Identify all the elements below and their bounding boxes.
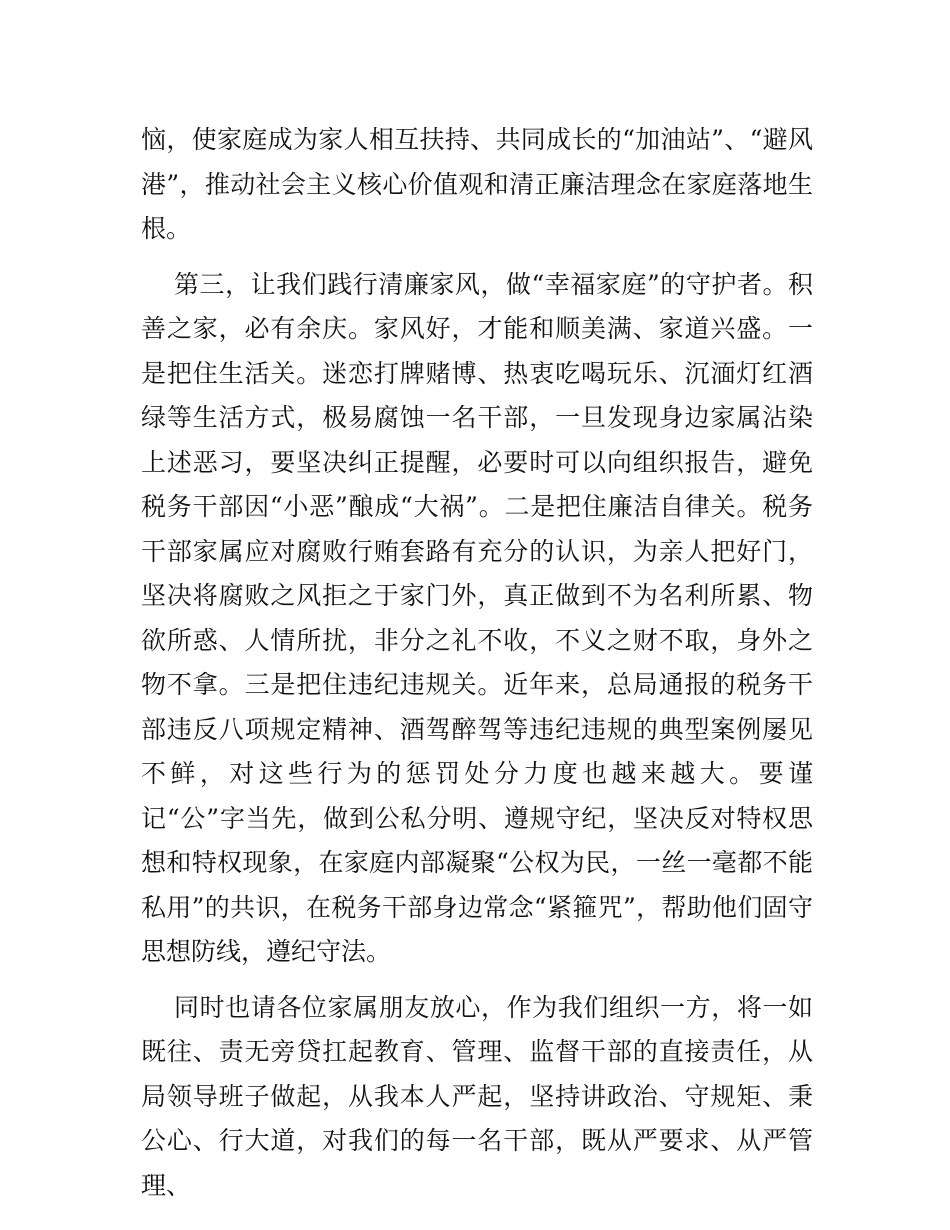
document-body (141, 118, 813, 1219)
paragraph-third-point: 第三，让我们践行清廉家风，做“幸福家庭”的守护者。积善之家，必有余庆。家风好，才能和顺美满、家道兴盛。一是把住生活关。迷恋打牌赌博、热衷吃喝玩乐、沉湎灯红酒绿等生活方式，极易腐蚀一名干部，一旦发现身边家属沾染上述恶习，要坚决纠正提醒，必要时可以向组织报告，避免税务干部因“小恶”酿成“大祸”。二是把住廉洁自律关。税务干部家属应对腐败行贿套路有充分的认识，为亲人把好门，坚决将腐败之风拒之于家门外，真正做到不为名利所累、物欲所惑、人情所扰，非分之礼不收，不义之财不取，身外之物不拿。三是把住违纪违规关。近年来，总局通报的税务干部违反八项规定精神、酒驾醉驾等违纪违规的典型案例屡见不鲜，对这些行为的惩罚处分力度也越来越大。要谨记“公”字当先，做到公私分明、遵规守纪，坚决反对特权思想和特权现象，在家庭内部凝聚“公权为民，一丝一毫都不能私用”的共识，在税务干部身边常念“紧箍咒”，帮助他们固守思想防线，遵纪守法。 (141, 269, 813, 966)
paragraph-organization-commitment: 同时也请各位家属朋友放心，作为我们组织一方，将一如既往、责无旁贷扛起教育、管理、监督干部的直接责任，从局领导班子做起，从我本人严起，坚持讲政治、守规矩、秉公心、行大道，对我们的每一名干部，既从严要求、从严管理、 (141, 992, 813, 1200)
paragraph-continuation: 恼，使家庭成为家人相互扶持、共同成长的“加油站”、“避风港”，推动社会主义核心价值观和清正廉洁理念在家庭落地生根。 (141, 125, 813, 243)
